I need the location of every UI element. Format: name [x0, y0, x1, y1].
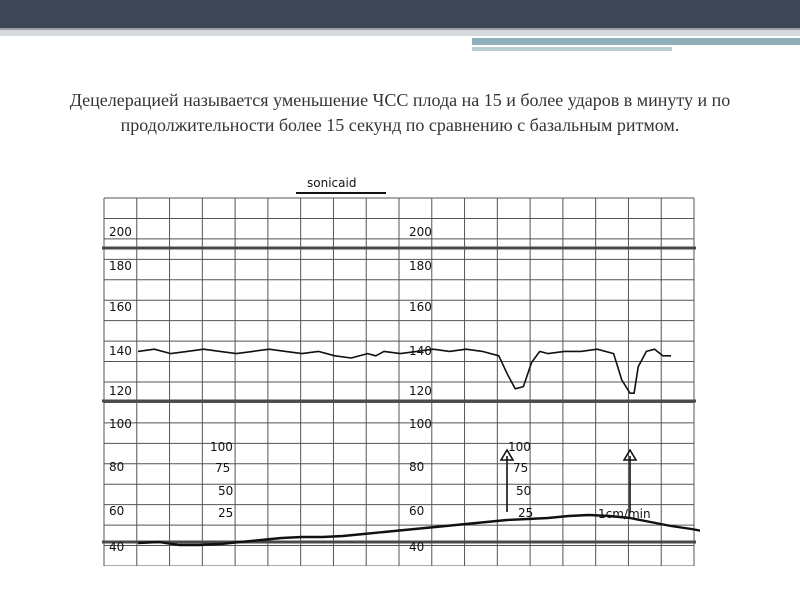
toco-tick-label-left: 50 — [218, 484, 234, 498]
toco-tick-label-right: 25 — [518, 506, 534, 520]
chart-title: sonicaid — [307, 176, 357, 190]
toco-tick-label-left: 25 — [218, 506, 234, 520]
y-tick-label-right: 200 — [409, 225, 432, 239]
chart-labels — [109, 176, 651, 554]
toco-tick-label-left: 100 — [210, 440, 233, 454]
toco-tick-label-right: 75 — [513, 461, 529, 475]
paper-speed-label: 1cm/min — [598, 507, 651, 521]
y-tick-label-left: 40 — [109, 540, 125, 554]
y-tick-label-right: 60 — [409, 504, 425, 518]
toco-tick-label-right: 50 — [516, 484, 532, 498]
y-tick-label-right: 160 — [409, 300, 432, 314]
y-tick-label-right: 40 — [409, 540, 425, 554]
heart-rate-trace — [138, 349, 671, 393]
toco-tick-label-right: 100 — [508, 440, 531, 454]
y-tick-label-left: 80 — [109, 460, 125, 474]
slide-accent-stripe-light — [472, 47, 672, 51]
y-tick-label-left: 120 — [109, 384, 132, 398]
y-tick-label-left: 180 — [109, 259, 132, 273]
y-tick-label-right: 100 — [409, 417, 432, 431]
y-tick-label-right: 140 — [409, 344, 432, 358]
y-tick-label-right: 180 — [409, 259, 432, 273]
y-tick-label-left: 100 — [109, 417, 132, 431]
slide-top-stripe — [0, 30, 800, 36]
ctg-chart — [100, 174, 700, 566]
slide-accent-stripe — [472, 38, 800, 45]
y-tick-label-left: 200 — [109, 225, 132, 239]
y-tick-label-left: 140 — [109, 344, 132, 358]
y-tick-label-left: 60 — [109, 504, 125, 518]
y-tick-label-right: 120 — [409, 384, 432, 398]
y-tick-label-left: 160 — [109, 300, 132, 314]
toco-tick-label-left: 75 — [215, 461, 231, 475]
slide-top-bar — [0, 0, 800, 30]
y-tick-label-right: 80 — [409, 460, 425, 474]
slide-caption: Децелерацией называется уменьшение ЧСС плода на 15 и более ударов в минуту и по продолжительности более 15 секунд по сравнению с базальным ритмом. — [69, 90, 731, 135]
